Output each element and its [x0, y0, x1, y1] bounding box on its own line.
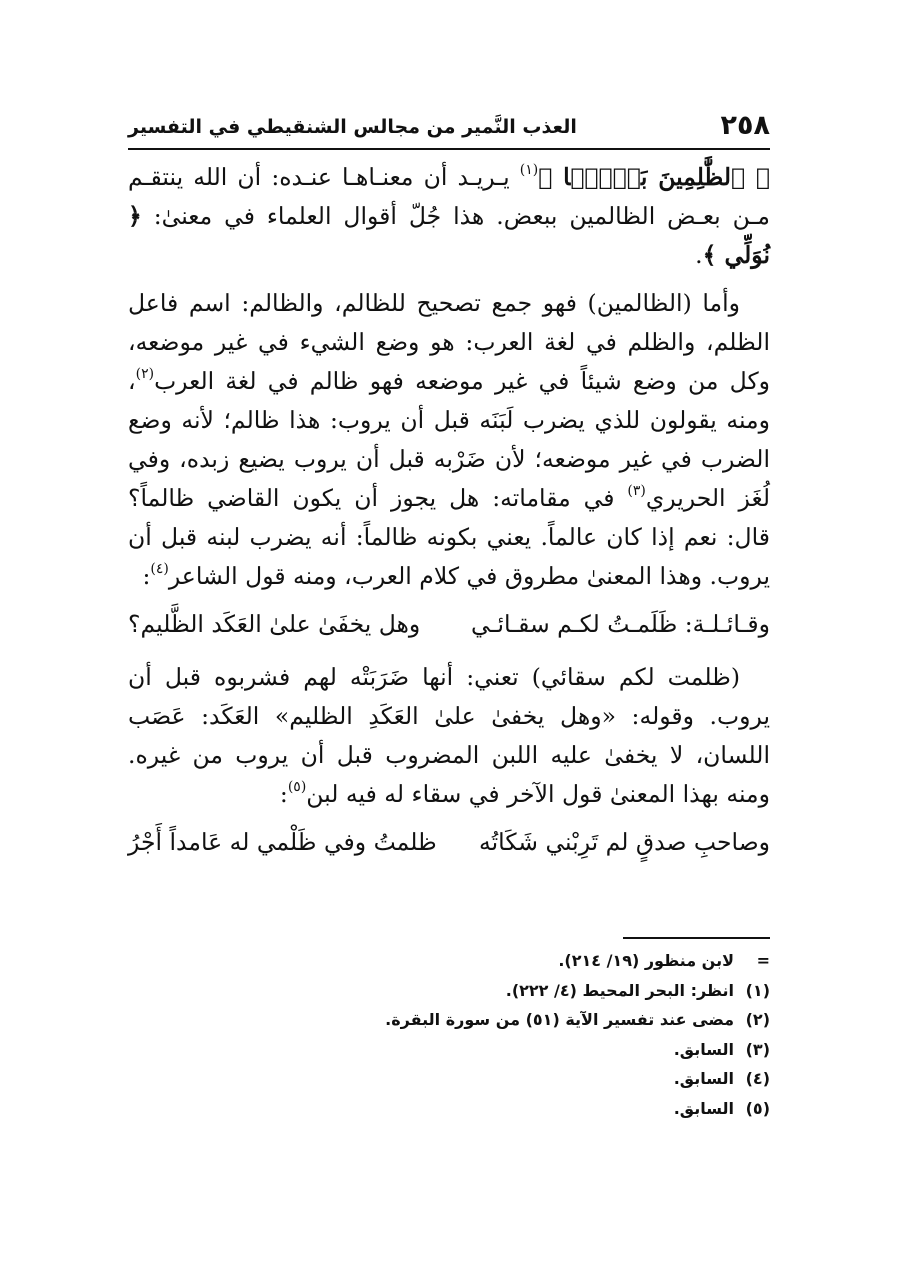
footnote-item — [128, 976, 770, 1006]
footnote-text: السابق. — [673, 1039, 734, 1059]
paragraph-text: (ظلمت لكم سقائي) تعني: أنها ضَرَبَتْه لهم فشربوه قبل أن يروب. وقوله: «وهل يخفىٰ علىٰ العَكَدِ الظليم» العَكَد: عَصَب اللسان، لا يخفىٰ عليه اللبن المضروب قبل أن يروب من غيره. ومنه بهذا المعنىٰ قول الآخر في سقاء له فيه لبن — [128, 663, 770, 808]
page-number: ٢٥٨ — [720, 110, 770, 141]
footnote-number: = — [756, 951, 770, 970]
verse-second-hemistich: وهل يخفَىٰ علىٰ العَكَد الظَّليم؟ — [128, 610, 421, 638]
footnote-item — [128, 1064, 770, 1094]
footnote-ref-4: (٤) — [150, 561, 169, 578]
paragraph-text: وأما (الظالمين) فهو جمع تصحيح للظالم، والظالم: اسم فاعل الظلم، والظلم في لغة العرب: هو وضع الشيء في غير موضعه، وكل من وضع شيئاً في غير موضعه فهو ظالم في لغة العرب — [128, 289, 770, 395]
footnote-text: السابق. — [673, 1069, 734, 1088]
footnote-item — [128, 1035, 770, 1065]
verse-first-hemistich: وصاحبِ صدقٍ لم تَرِبْني شَكَاتُه — [479, 828, 770, 856]
footnote-item — [128, 1005, 770, 1035]
footnote-item — [128, 1094, 770, 1124]
footnote-number: (١) — [745, 980, 770, 1000]
footnote-item — [128, 946, 770, 976]
verse-first-hemistich: وقـائـلـة: ظَلَمـتُ لكـم سقـائـي — [471, 610, 770, 638]
footnote-text: مضى عند تفسير الآية (٥١) من سورة البقرة. — [385, 1010, 734, 1029]
paragraph-text: يـريـد أن معنـاهـا عنـده: أن الله ينتقـم مـن بعـض الظالمين ببعض. هذا جُلّ أقوال العلماء في معنىٰ: — [128, 163, 770, 230]
footnote-text: انظر: البحر المحيط (٤/ ٢٢٢). — [505, 980, 734, 1000]
footnote-ref-1: (١) — [519, 162, 539, 179]
paragraph-text: : — [142, 562, 151, 590]
page-header — [128, 104, 770, 150]
paragraph-3 — [128, 658, 770, 814]
quran-verse: ﴿ نُوَلِّي ﴾ — [128, 202, 770, 269]
footnote-text: السابق. — [673, 1098, 734, 1118]
running-title: العذب النَّمير من مجالس الشنقيطي في التفسير — [128, 116, 577, 138]
footnote-separator — [623, 937, 770, 939]
poetry-verse-2 — [128, 823, 770, 862]
paragraph-text: ، ومنه يقولون للذي يضرب لَبَنَه قبل أن يروب: هذا ظالم؛ لأنه وضع الضرب في غير موضعه؛ لأن ضَرْبه قبل أن يروب يضيع زبده، وفي لُغَز الحريري — [128, 367, 770, 512]
footnote-number: (٢) — [745, 1010, 770, 1029]
footnote-ref-5: (٥) — [287, 779, 307, 796]
footnote-number: (٥) — [745, 1098, 770, 1118]
main-text — [128, 158, 770, 876]
paragraph-text: في مقاماته: هل يجوز أن يكون القاضي ظالماً؟ قال: نعم إذا كان عالماً. يعني بكونه ظالماً: أنه يضرب لبنه قبل أن يروب. وهذا المعنىٰ مطروق في كلام العرب، ومنه قول الشاعر — [128, 484, 770, 590]
quran-verse: ﴿ ٱلظَّٰلِمِينَ بَعۡضَۢا ﴾ — [538, 163, 770, 191]
footnote-number: (٤) — [745, 1069, 770, 1088]
footnote-text: لابن منظور (١٩/ ٢١٤). — [558, 951, 734, 970]
footnote-ref-3: (٣) — [627, 483, 646, 500]
poetry-verse-1 — [128, 605, 770, 644]
paragraph-2 — [128, 284, 770, 596]
footnotes — [128, 946, 770, 1123]
verse-second-hemistich: ظلمتُ وفي ظَلْمي له عَامداً أَجْرُ — [128, 828, 437, 856]
paragraph-1 — [128, 158, 770, 275]
footnote-number: (٣) — [745, 1039, 770, 1059]
footnote-ref-2: (٢) — [135, 366, 155, 383]
paragraph-text: . — [695, 241, 703, 269]
paragraph-text: : — [279, 780, 288, 808]
